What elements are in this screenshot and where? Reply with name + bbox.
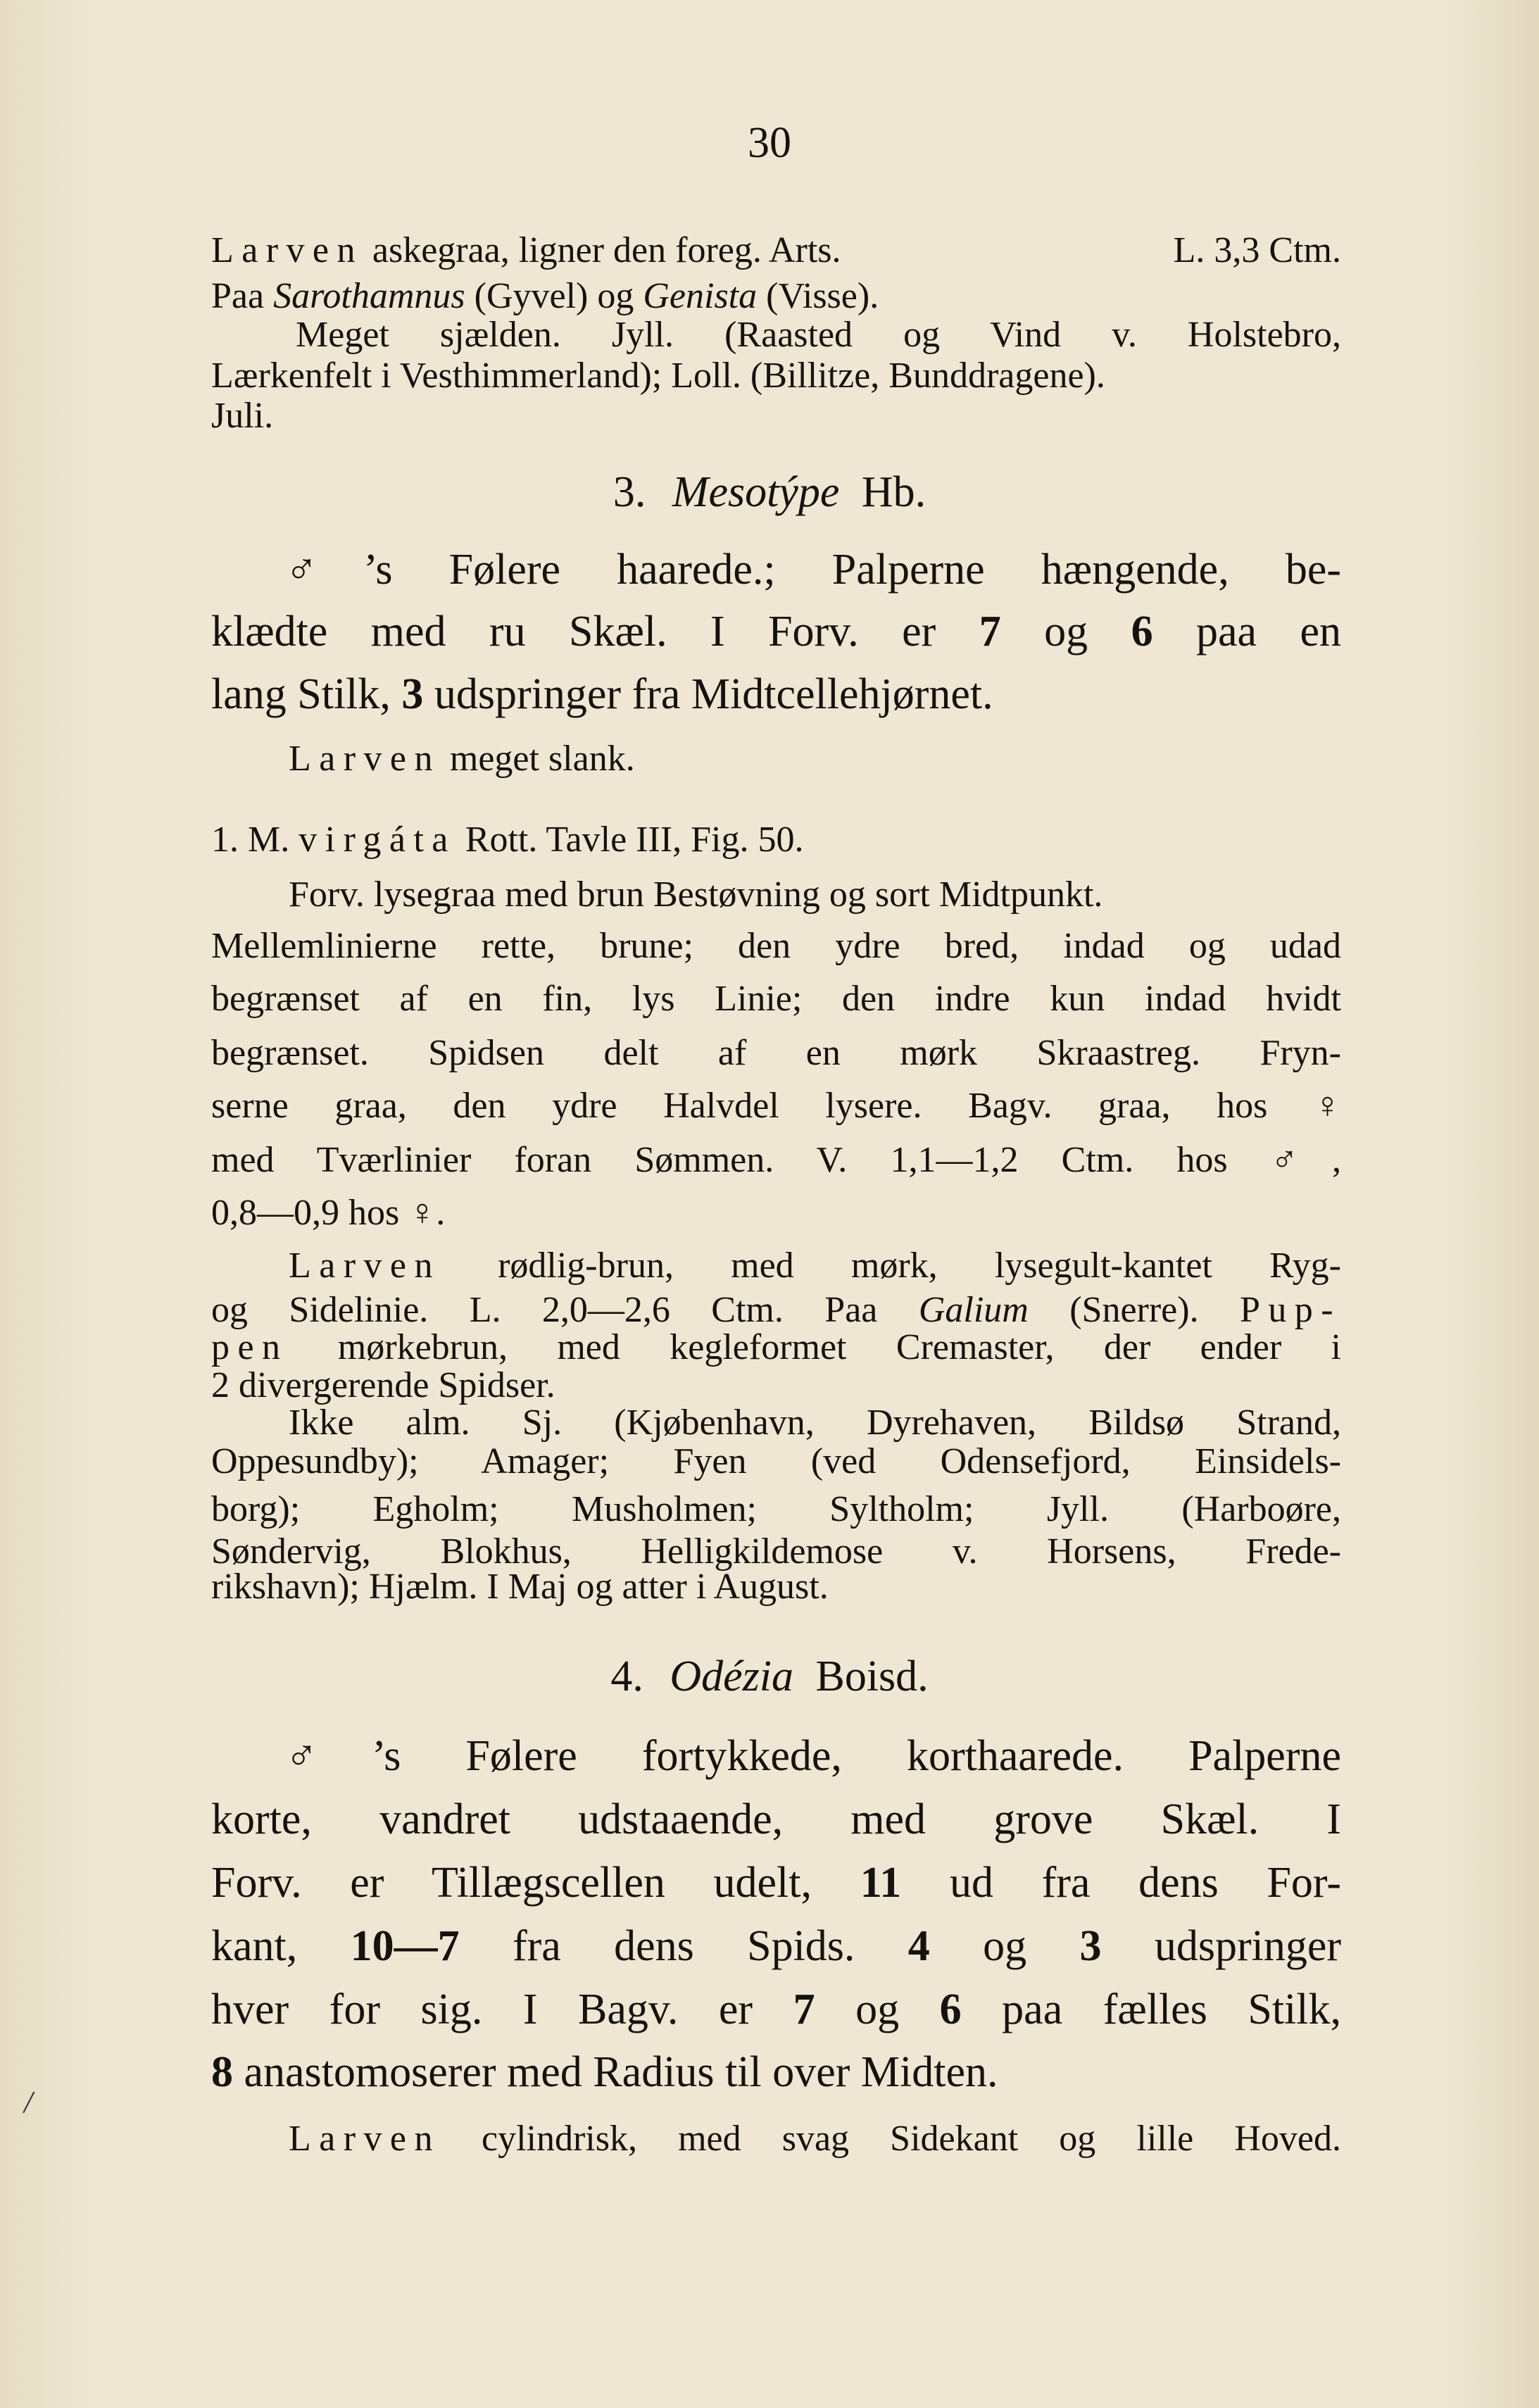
italic-taxon: Genista: [643, 276, 758, 316]
bold-number: 3: [401, 670, 424, 718]
text-span: askegraa, ligner den foreg. Arts.: [363, 230, 841, 270]
text-line: Forv. lysegraa med brun Bestøvning og sort Midtpunkt.: [289, 874, 1103, 915]
genus-heading: [0, 1655, 1539, 1698]
text-span: klædte med ru Skæl. I Forv. er: [211, 608, 979, 656]
text-span: (Snerre).: [1028, 1290, 1240, 1330]
text-line: 2 divergerende Spidser.: [211, 1365, 555, 1405]
text-line: borg); Egholm; Musholmen; Syltholm; Jyll. (Harboøre,: [211, 1489, 1341, 1529]
text-span: og: [1000, 608, 1131, 656]
text-line: ♂’s Følere haarede.; Palperne hængende, be-: [285, 546, 1341, 594]
species-title: [211, 822, 1341, 858]
text-line: Meget sjælden. Jyll. (Raasted og Vind v. Holstebro,: [296, 315, 1341, 355]
text-line: Oppesundby); Amager; Fyen (ved Odensefjord, Einsidels-: [211, 1441, 1341, 1481]
text-line: Juli.: [211, 396, 274, 436]
text-line: Lærkenfelt i Vesthimmerland); Loll. (Billitze, Bunddragene).: [211, 356, 1105, 396]
spaced-word: Pup-: [1240, 1290, 1341, 1330]
text-span: cylindrisk, med svag Sidekant og lille Hoved.: [440, 2119, 1341, 2159]
genus-author: Boisd.: [815, 1653, 929, 1700]
text-line: [211, 608, 1342, 656]
bold-number: 6: [1131, 608, 1153, 656]
text-span: og: [815, 1986, 940, 2033]
spaced-word: pen: [211, 1327, 289, 1367]
text-line: korte, vandret udstaaende, med grove Skæl. I: [211, 1795, 1341, 1843]
bold-number: 11: [860, 1859, 902, 1907]
text-line: [211, 1924, 1341, 1968]
margin-mark: /: [24, 2085, 33, 2119]
bold-number: 8: [211, 2048, 233, 2096]
text-line: [211, 1292, 1341, 1329]
text-span: L. 3,3 Ctm.: [1173, 230, 1341, 270]
bold-number: 7: [979, 608, 1001, 656]
text-span: lang Stilk,: [211, 670, 402, 718]
text-line: [211, 1988, 1341, 2031]
text-span: 1. M.: [211, 820, 299, 860]
genus-name: Odézia: [670, 1653, 793, 1700]
text-span: ud fra dens For-: [901, 1859, 1341, 1907]
text-line: 0,8—0,9 hos ♀.: [211, 1193, 446, 1233]
text-span: paa en: [1152, 608, 1342, 656]
bold-number: 3: [1079, 1922, 1102, 1970]
text-span: kant,: [211, 1922, 351, 1970]
text-line: Søndervig, Blokhus, Helligkildemose v. Horsens, Frede-: [211, 1531, 1341, 1572]
heading-number: 3.: [613, 468, 646, 516]
species-name: virgáta: [299, 820, 456, 860]
italic-taxon: Galium: [918, 1290, 1029, 1330]
text-line: [211, 1861, 1341, 1905]
text-line: [211, 1329, 1341, 1366]
text-span: hver for sig. I Bagv. er: [211, 1986, 793, 2033]
text-line: Ikke alm. Sj. (Kjøbenhavn, Dyrehaven, Bildsø Strand,: [289, 1403, 1341, 1443]
bold-number: 6: [939, 1986, 962, 2033]
text-span: rødlig-brun, med mørk, lysegult-kantet Ryg-: [440, 1246, 1341, 1286]
spaced-word: Larven: [289, 1246, 441, 1286]
text-line: [289, 1248, 1341, 1284]
text-line: [211, 2050, 1341, 2094]
text-span: Rott. Tavle III, Fig. 50.: [456, 820, 804, 860]
text-line: [289, 741, 1419, 777]
text-line: begrænset. Spidsen delt af en mørk Skraastreg. Fryn-: [211, 1033, 1341, 1073]
bold-number: 10—7: [350, 1922, 460, 1970]
page-number: 30: [748, 119, 791, 167]
text-span: meget slank.: [440, 739, 635, 779]
text-span: Paa: [211, 276, 274, 316]
text-line: ♂’s Følere fortykkede, korthaarede. Palperne: [285, 1732, 1341, 1780]
text-span: udspringer: [1101, 1922, 1341, 1970]
spaced-word: Larven: [211, 230, 363, 270]
text-span: udspringer fra Midtcellehjørnet.: [423, 670, 993, 718]
heading-number: 4.: [610, 1653, 643, 1700]
spaced-word: Larven: [289, 739, 441, 779]
text-line: begrænset af en fin, lys Linie; den indre kun indad hvidt: [211, 979, 1341, 1019]
text-line: serne graa, den ydre Halvdel lysere. Bagv. graa, hos ♀: [211, 1086, 1341, 1126]
genus-heading: [0, 470, 1539, 514]
bold-number: 7: [793, 1986, 815, 2033]
text-span: (Visse).: [757, 276, 879, 316]
genus-author: Hb.: [861, 468, 926, 516]
text-span: Forv. er Tillægscellen udelt,: [211, 1859, 860, 1907]
italic-taxon: Sarothamnus: [273, 276, 465, 316]
text-span: (Gyvel) og: [465, 276, 643, 316]
text-line: [289, 2121, 1341, 2157]
spaced-word: Larven: [289, 2119, 441, 2159]
text-span: og Sidelinie. L. 2,0—2,6 Ctm. Paa: [211, 1290, 919, 1330]
text-span: fra dens Spids.: [459, 1922, 908, 1970]
text-span: mørkebrun, med kegleformet Cremaster, der ender i: [288, 1327, 1341, 1367]
text-line: Mellemlinierne rette, brune; den ydre bred, indad og udad: [211, 926, 1341, 966]
text-line: [211, 232, 1341, 269]
text-span: paa fælles Stilk,: [961, 1986, 1342, 2033]
bold-number: 4: [907, 1922, 930, 1970]
genus-name: Mesotýpe: [672, 468, 840, 516]
text-line: rikshavn); Hjælm. I Maj og atter i August.: [211, 1567, 829, 1607]
text-span: anastomoserer med Radius til over Midten.: [233, 2048, 998, 2096]
text-line: [211, 672, 1341, 716]
text-line: [211, 278, 1341, 315]
text-line: med Tværlinier foran Sømmen. V. 1,1—1,2 Ctm. hos ♂,: [211, 1140, 1341, 1180]
text-span: og: [929, 1922, 1080, 1970]
